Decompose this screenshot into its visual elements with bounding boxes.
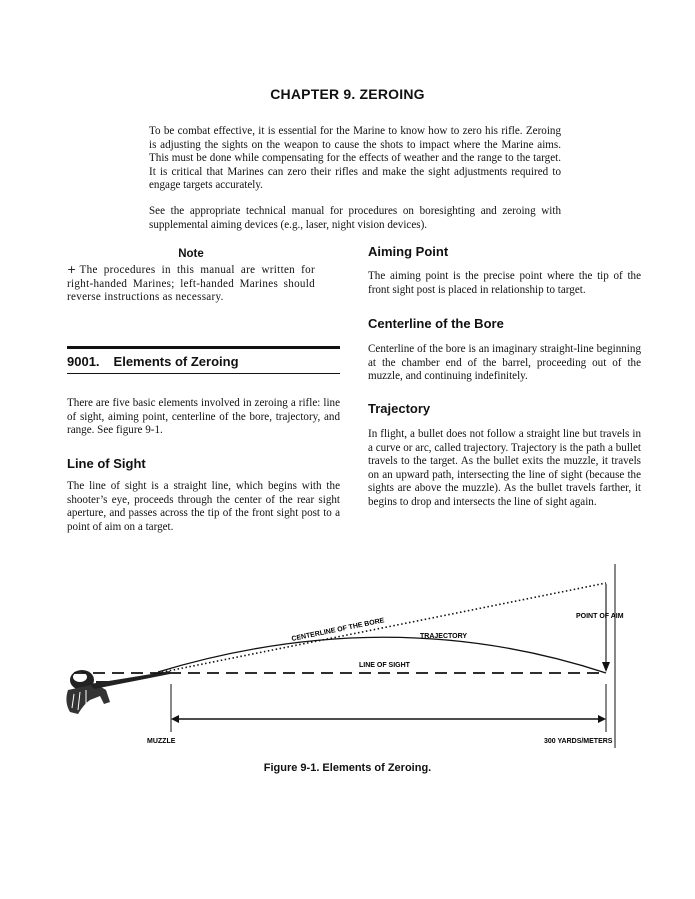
aiming-point-heading: Aiming Point	[368, 244, 449, 259]
label-trajectory: TRAJECTORY	[420, 633, 468, 640]
centerline-body	[368, 343, 641, 384]
section-intro	[67, 397, 340, 438]
range-arrow-right	[598, 715, 606, 723]
trajectory-heading: Trajectory	[368, 401, 431, 416]
centerline-text: Centerline of the bore is an imaginary straight-line beginning at the chamber end of the barrel, proceeding out of the muzzle, and continuing indefinitely.	[368, 343, 641, 383]
line-of-sight-body	[67, 480, 340, 534]
range-arrow-left	[171, 715, 179, 723]
figure-caption: Figure 9-1. Elements of Zeroing.	[263, 762, 432, 774]
chapter-title: CHAPTER 9. ZEROING	[270, 86, 425, 102]
zeroing-diagram	[60, 562, 643, 750]
section-title: Elements of Zeroing	[113, 354, 239, 369]
label-line-of-sight: LINE OF SIGHT	[359, 662, 410, 669]
line-of-sight-text: The line of sight is a straight line, which begins with the shooter’s eye, proceeds through the center of the rear sight aperture, and passes across the tip of the front sight post to a point of aim on a target.	[67, 480, 340, 533]
intro-paragraph-2: See the appropriate technical manual for procedures on boresighting and zeroing with supplemental aiming devices (e.g., laser, night vision devices).	[149, 204, 561, 231]
section-heading	[67, 346, 340, 374]
label-point-of-aim: POINT OF AIM	[576, 613, 624, 620]
trajectory-text: In flight, a bullet does not follow a straight line but travels in a curve or arc, called trajectory. Trajectory is the path a bullet travels to the target. As the bullet exits the muzzle, it travels on an upward path, intersecting the line of sight (because the sights are above the muzzle). As the bullet travels farther, it begins to drop and intersects the line of sight again.	[368, 428, 641, 508]
label-centerline: CENTERLINE OF THE BORE	[291, 617, 386, 643]
centerline-of-bore-line	[158, 583, 606, 673]
shooter-silhouette	[66, 670, 170, 714]
note-bullet: +	[67, 263, 77, 276]
trajectory-body	[368, 428, 641, 510]
label-muzzle: MUZZLE	[147, 738, 176, 745]
zeroing-figure	[60, 562, 643, 750]
note-box	[67, 248, 315, 305]
label-range: 300 YARDS/METERS	[544, 738, 613, 745]
centerline-heading: Centerline of the Bore	[368, 316, 504, 331]
aiming-point-text: The aiming point is the precise point where the tip of the front sight post is placed in relationship to target.	[368, 270, 641, 296]
point-of-aim-arrow	[602, 662, 610, 672]
note-text: The procedures in this manual are written for right-handed Marines; left-handed Marines should reverse instructions as necessary.	[67, 264, 315, 304]
section-intro-text: There are five basic elements involved in zeroing a rifle: line of sight, aiming point, centerline of the bore, trajectory, and range. See figure 9-1.	[67, 397, 340, 437]
intro-paragraph-1: To be combat effective, it is essential for the Marine to know how to zero his rifle. Zeroing is adjusting the sights on the weapon to cause the shots to impact where the Marine aims. This must be done while compensating for the effects of weather and the range to the target. It is critical that Marines can zero their rifles and make the sight adjustments required to engage targets accurately.	[149, 125, 561, 192]
note-title: Note	[178, 248, 204, 260]
chapter-intro	[149, 125, 561, 244]
section-number: 9001.	[67, 354, 100, 369]
line-of-sight-heading: Line of Sight	[67, 456, 146, 471]
aiming-point-body	[368, 270, 641, 297]
note-body	[67, 263, 315, 305]
